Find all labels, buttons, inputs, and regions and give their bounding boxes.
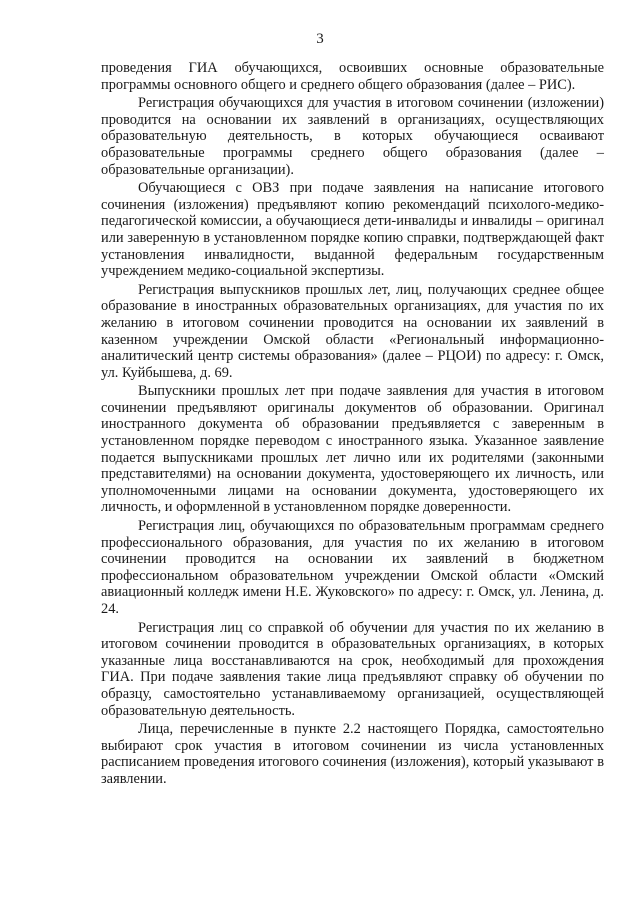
paragraph-continuation: проведения ГИА обучающихся, освоивших основные образовательные программы основного общего и среднего общего образования (далее – РИС).	[101, 60, 604, 93]
paragraph-registration-students: Регистрация обучающихся для участия в итоговом сочинении (изложении) проводится на основании их заявлений в организациях, осуществляющих образовательную деятельность, в которых обучающиеся осваивают образовательные программы среднего общего образования (далее – образовательные организации).	[101, 95, 604, 178]
paragraph-graduates-documents: Выпускники прошлых лет при подаче заявления для участия в итоговом сочинении предъявляют оригиналы документов об образовании. Оригинал иностранного документа об образовании предъявляется с заверенным в установленном порядке переводом с иностранного языка. Указанное заявление подается выпускниками прошлых лет лично или их родителями (законными представителями) на основании документа, удостоверяющего их личность, или уполномоченными лицами на основании документа, удостоверяющего их личность, и оформленной в установленном порядке доверенности.	[101, 383, 604, 516]
document-body	[101, 60, 604, 788]
paragraph-ovz-students: Обучающиеся с ОВЗ при подаче заявления на написание итогового сочинения (изложения) предъявляют копию рекомендаций психолого-медико-педагогической комиссии, а обучающиеся дети-инвалиды и инвалиды – оригинал или заверенную в установленном порядке копию справки, подтверждающей факт установления инвалидности, выданной федеральным государственным учреждением медико-социальной экспертизы.	[101, 180, 604, 280]
paragraph-choice-of-date: Лица, перечисленные в пункте 2.2 настоящего Порядка, самостоятельно выбирают срок участия в итоговом сочинении из числа установленных расписанием проведения итогового сочинения (изложения), который указывают в заявлении.	[101, 721, 604, 787]
paragraph-registration-spo: Регистрация лиц, обучающихся по образовательным программам среднего профессионального образования, для участия по их желанию в итоговом сочинении проводится на основании их заявлений в бюджетном профессиональном образовательном учреждении Омской области «Омский авиационный колледж имени Н.Е. Жуковского» по адресу: г. Омск, ул. Ленина, д. 24.	[101, 518, 604, 617]
paragraph-registration-graduates: Регистрация выпускников прошлых лет, лиц, получающих среднее общее образование в иностранных образовательных организациях, для участия по их желанию в итоговом сочинении проводится на основании их заявлений в казенном учреждении Омской области «Региональный информационно-аналитический центр системы образования» (далее – РЦОИ) по адресу: г. Омск, ул. Куйбышева, д. 69.	[101, 281, 604, 381]
page-number: 3	[316, 31, 324, 47]
paragraph-registration-certificate: Регистрация лиц со справкой об обучении для участия по их желанию в итоговом сочинении проводится в образовательных организациях, в которых указанные лица восстанавливаются на срок, необходимый для прохождения ГИА. При подаче заявления такие лица предъявляют справку об обучении по образцу, самостоятельно устанавливаемому организацией, осуществляющей образовательную деятельность.	[101, 619, 604, 719]
